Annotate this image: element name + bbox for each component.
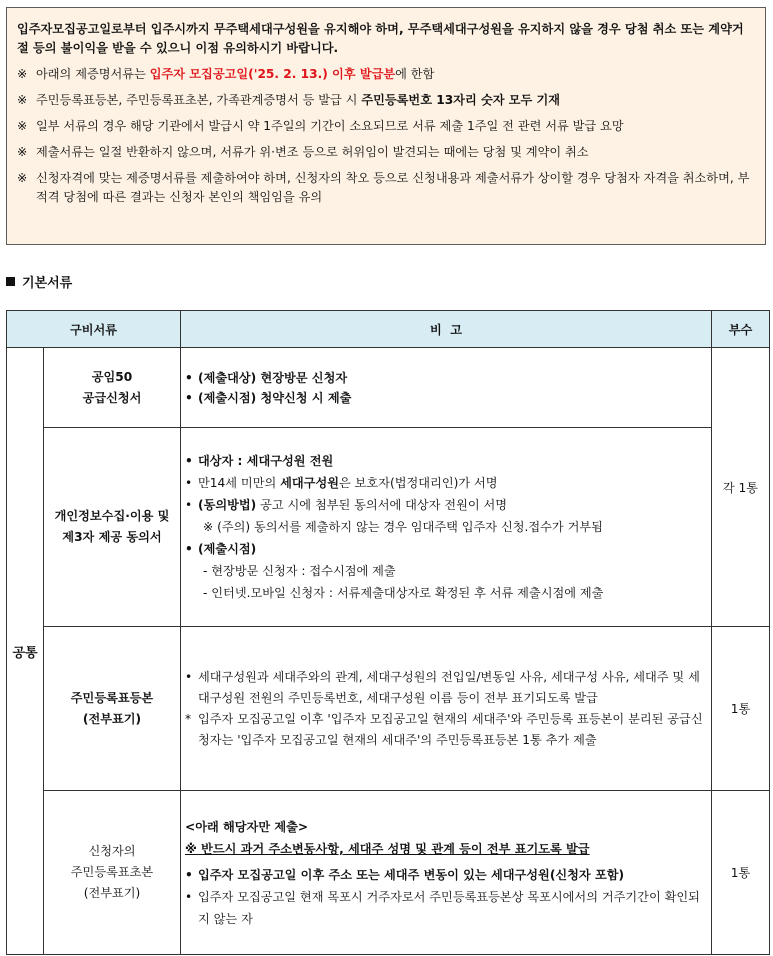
header-count: 부수 xyxy=(712,311,770,348)
doc-cell: 공임50 공급신청서 xyxy=(44,348,181,428)
notice-item: ※ 신청자격에 맞는 제증명서류를 제출하여야 하며, 신청자의 착오 등으로 신청내용과 제출서류가 상이할 경우 당첨자 자격을 취소하며, 부적격 당첨에 따른 결과는 신청자 본인의 책임임을 유의 xyxy=(17,169,755,207)
reference-mark-icon: ※ xyxy=(17,119,28,133)
note-cell: • 대상자 : 세대구성원 전원 • 만14세 미만의 세대구성원은 보호자(법정대리인)가 서명 • (동의방법) 공고 시에 첨부된 동의서에 대상자 전원이 서명 ※ (주의) 동의서를 제출하지 않는 경우 임대주택 입주자 신청.접수가 거부됨 • (제출시점) - 현장방문 신청자 : 접수시점에 제출 - 인터넷.모바일 신청자 : 서류제출대상자로 확정된 후 서류 제출시점에 제출 xyxy=(181,428,712,627)
reference-mark-icon: ※ xyxy=(17,171,28,185)
table-row xyxy=(7,348,770,428)
reference-mark-icon: ※ xyxy=(17,67,28,81)
bullet-icon: • xyxy=(185,390,193,405)
count-cell: 1통 xyxy=(712,791,770,955)
doc-cell: 주민등록표등본 (전부표기) xyxy=(44,627,181,791)
doc-cell: 개인정보수집·이용 및 제3자 제공 동의서 xyxy=(44,428,181,627)
note-cell: <아래 해당자만 제출> ※ 반드시 과거 주소변동사항, 세대주 성명 및 관계 등이 전부 표기도록 발급 • 입주자 모집공고일 이후 주소 또는 세대주 변동이 있는 세대구성원(신청자 포함) • 입주자 모집공고일 현재 목포시 거주자로서 주민등록표등본상 목포시에서의 거주기간이 확인되지 않는 자 xyxy=(181,791,712,955)
reference-mark-icon: ※ xyxy=(17,93,28,107)
header-doc: 구비서류 xyxy=(7,311,181,348)
notice-box xyxy=(6,7,766,245)
documents-table xyxy=(6,310,770,955)
notice-head: 입주자모집공고일로부터 입주시까지 무주택세대구성원을 유지해야 하며, 무주택세대구성원을 유지하지 않을 경우 당첨 취소 또는 계약거절 등의 불이익을 받을 수 있으니 이점 유의하시기 바랍니다. xyxy=(17,22,744,55)
table-row xyxy=(7,627,770,791)
bullet-icon: • xyxy=(185,370,193,385)
asterisk-icon: * xyxy=(185,711,192,726)
bullet-icon: • xyxy=(185,669,193,684)
count-cell: 각 1통 xyxy=(712,348,770,627)
table-row xyxy=(7,791,770,955)
notice-item: ※ 주민등록표등본, 주민등록표초본, 가족관계증명서 등 발급 시 주민등록번호 13자리 숫자 모두 기재 xyxy=(17,91,755,110)
reference-mark-icon: ※ xyxy=(17,145,28,159)
bullet-icon: • xyxy=(185,542,193,556)
note-cell: • (제출대상) 현장방문 신청자 • (제출시점) 청약신청 시 제출 xyxy=(181,348,712,428)
notice-date-highlight: 입주자 모집공고일('25. 2. 13.) 이후 발급분 xyxy=(149,67,396,81)
note-cell: • 세대구성원과 세대주와의 관계, 세대구성원의 전입일/변동일 사유, 세대구성 사유, 세대주 및 세대구성원 전원의 주민등록번호, 세대구성원 이름 등이 전부 표기되도록 발급 * 입주자 모집공고일 이후 '입주자 모집공고일 현재의 세대주'와 주민등록 표등본이 분리된 공급신청자는 '입주자 모집공고일 현재의 세대주'의 주민등록표등본 1통 추가 제출 xyxy=(181,627,712,791)
table-row xyxy=(7,428,770,627)
bullet-icon: • xyxy=(185,867,193,882)
bullet-icon: • xyxy=(185,476,193,490)
section-title: 기본서류 xyxy=(6,272,72,291)
bullet-icon: • xyxy=(185,454,193,468)
count-cell: 1통 xyxy=(712,627,770,791)
category-cell: 공통 xyxy=(7,348,44,955)
bullet-icon: • xyxy=(185,498,193,512)
notice-item: ※ 일부 서류의 경우 해당 기관에서 발급시 약 1주일의 기간이 소요되므로 서류 제출 1주일 전 관련 서류 발급 요망 xyxy=(17,117,755,136)
notice-item: ※ 아래의 제증명서류는 입주자 모집공고일('25. 2. 13.) 이후 발급분에 한함 xyxy=(17,65,755,84)
header-note: 비 고 xyxy=(181,311,712,348)
table-header-row xyxy=(7,311,770,348)
doc-cell: 신청자의 주민등록표초본 (전부표기) xyxy=(44,791,181,955)
square-bullet-icon xyxy=(6,277,15,286)
notice-item: ※ 제출서류는 일절 반환하지 않으며, 서류가 위·변조 등으로 허위임이 발견되는 때에는 당첨 및 계약이 취소 xyxy=(17,143,755,162)
bullet-icon: • xyxy=(185,889,193,904)
